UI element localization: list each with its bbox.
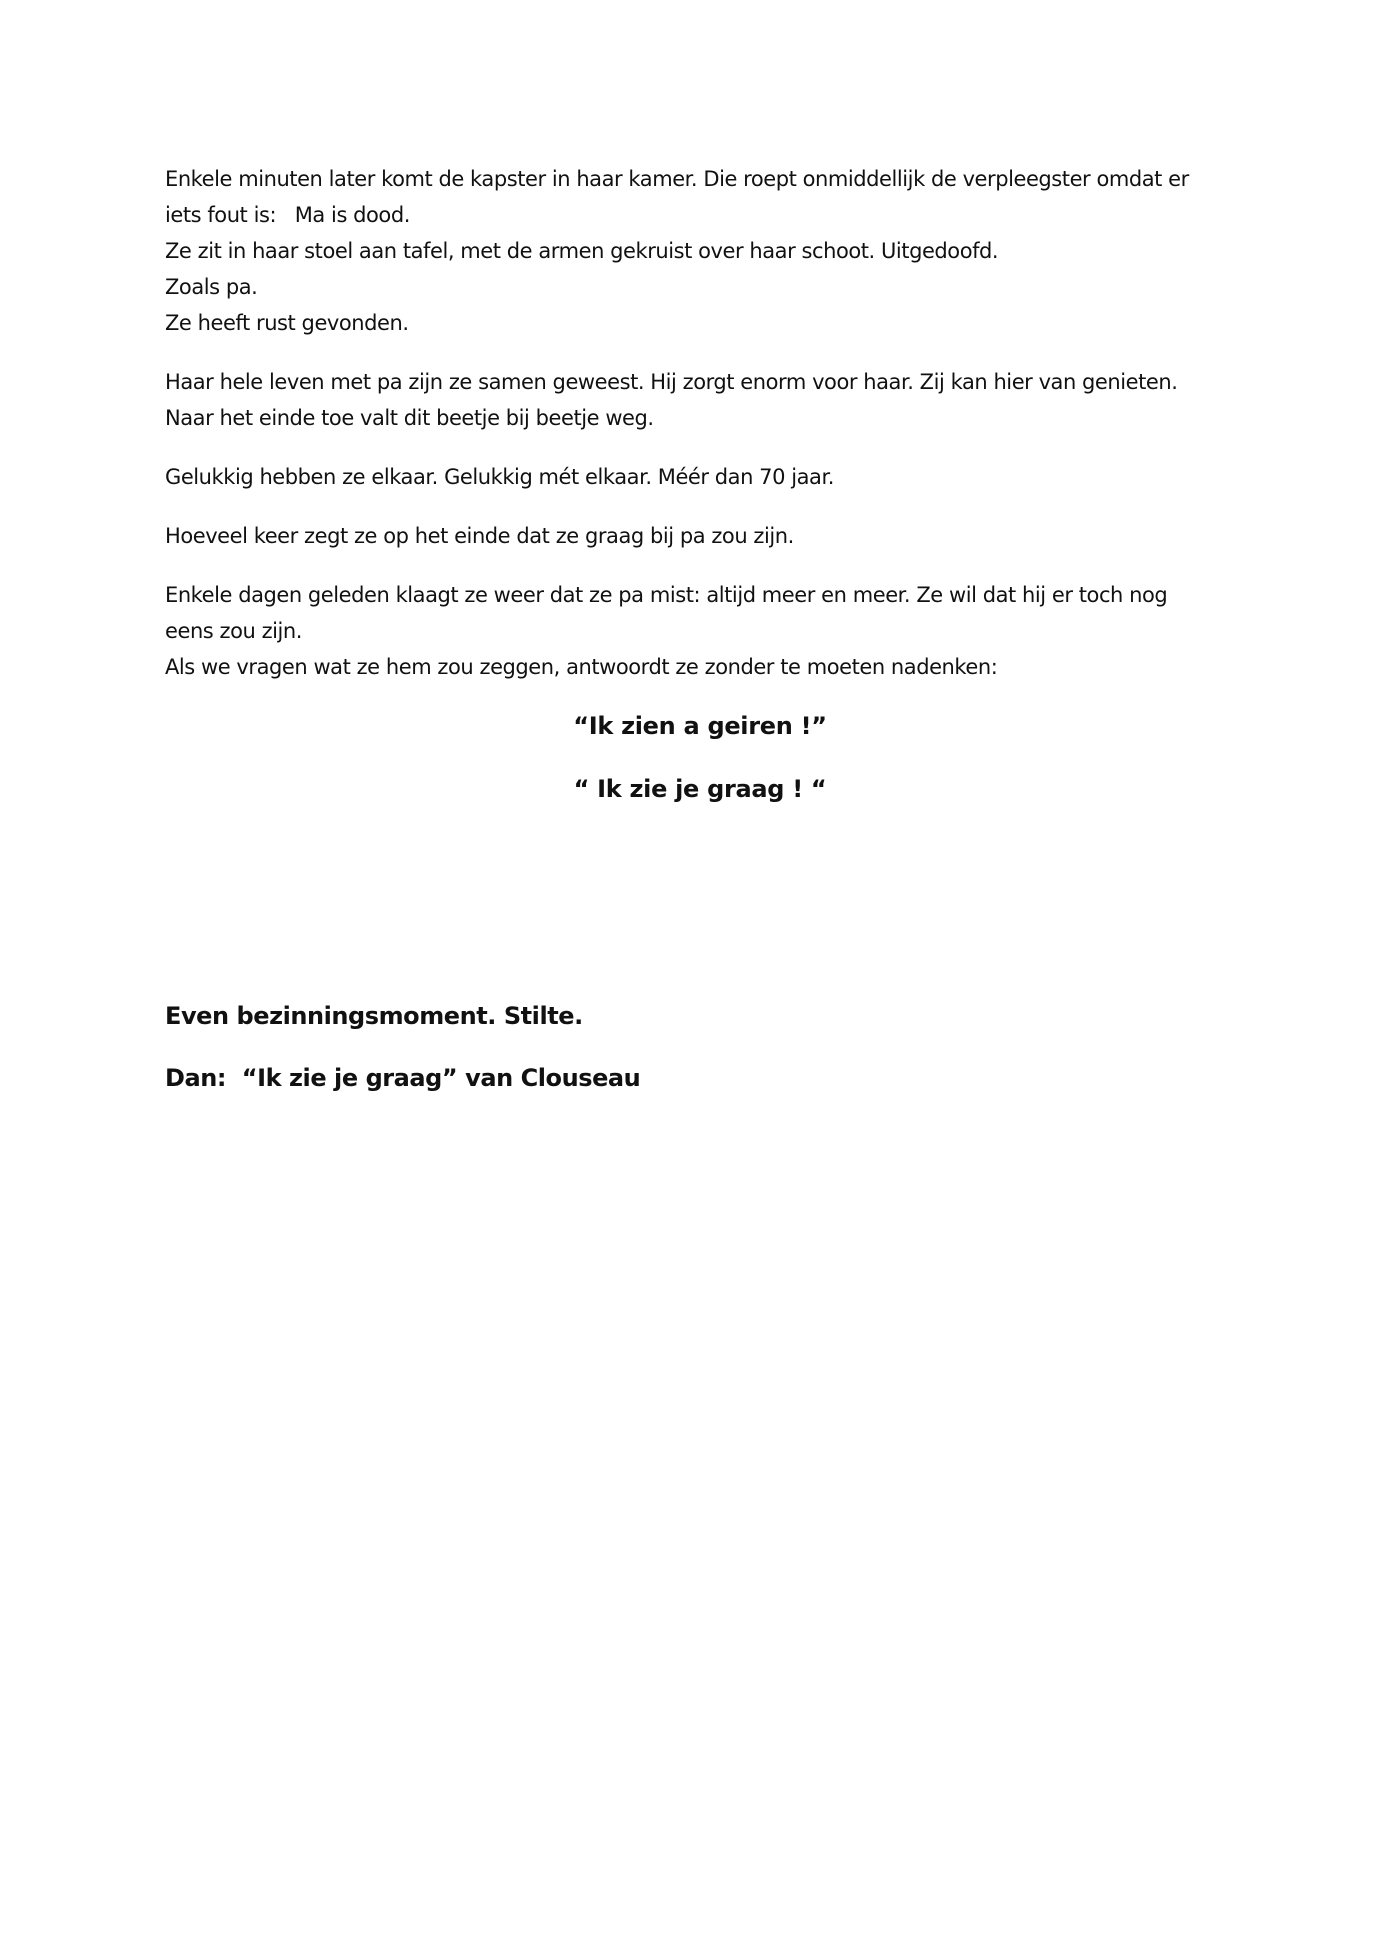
text-line: eens zou zijn. xyxy=(165,619,302,643)
paragraph-5 xyxy=(165,577,1235,685)
text-line: Zoals pa. xyxy=(165,275,258,299)
paragraph-1 xyxy=(165,161,1235,341)
text-line: Als we vragen wat ze hem zou zeggen, antwoordt ze zonder te moeten nadenken: xyxy=(165,655,998,679)
song-announcement: Dan: “Ik zie je graag” van Clouseau xyxy=(165,1064,641,1092)
text-line: Ze heeft rust gevonden. xyxy=(165,311,409,335)
text-line: Enkele minuten later komt de kapster in haar kamer. Die roept onmiddellijk de verpleegster omdat er xyxy=(165,167,1189,191)
text-line: Ze zit in haar stoel aan tafel, met de armen gekruist over haar schoot. Uitgedoofd. xyxy=(165,239,999,263)
text-line: Haar hele leven met pa zijn ze samen geweest. Hij zorgt enorm voor haar. Zij kan hier van genieten. xyxy=(165,370,1178,394)
dialect-quote: “Ik zien a geiren !” xyxy=(573,712,827,740)
text-line: Gelukkig hebben ze elkaar. Gelukkig mét elkaar. Méér dan 70 jaar. xyxy=(165,465,834,489)
text-line: Hoeveel keer zegt ze op het einde dat ze graag bij pa zou zijn. xyxy=(165,524,794,548)
paragraph-2 xyxy=(165,364,1235,436)
paragraph-3 xyxy=(165,459,1235,495)
closing-section xyxy=(165,998,1235,1122)
document-body xyxy=(165,161,1235,807)
text-line: iets fout is: Ma is dood. xyxy=(165,203,410,227)
translated-quote: “ Ik zie je graag ! “ xyxy=(573,775,827,803)
text-line: Enkele dagen geleden klaagt ze weer dat ze pa mist: altijd meer en meer. Ze wil dat hij er toch nog xyxy=(165,583,1168,607)
paragraph-4 xyxy=(165,518,1235,554)
text-line: Naar het einde toe valt dit beetje bij beetje weg. xyxy=(165,406,654,430)
reflection-moment: Even bezinningsmoment. Stilte. xyxy=(165,1002,583,1030)
